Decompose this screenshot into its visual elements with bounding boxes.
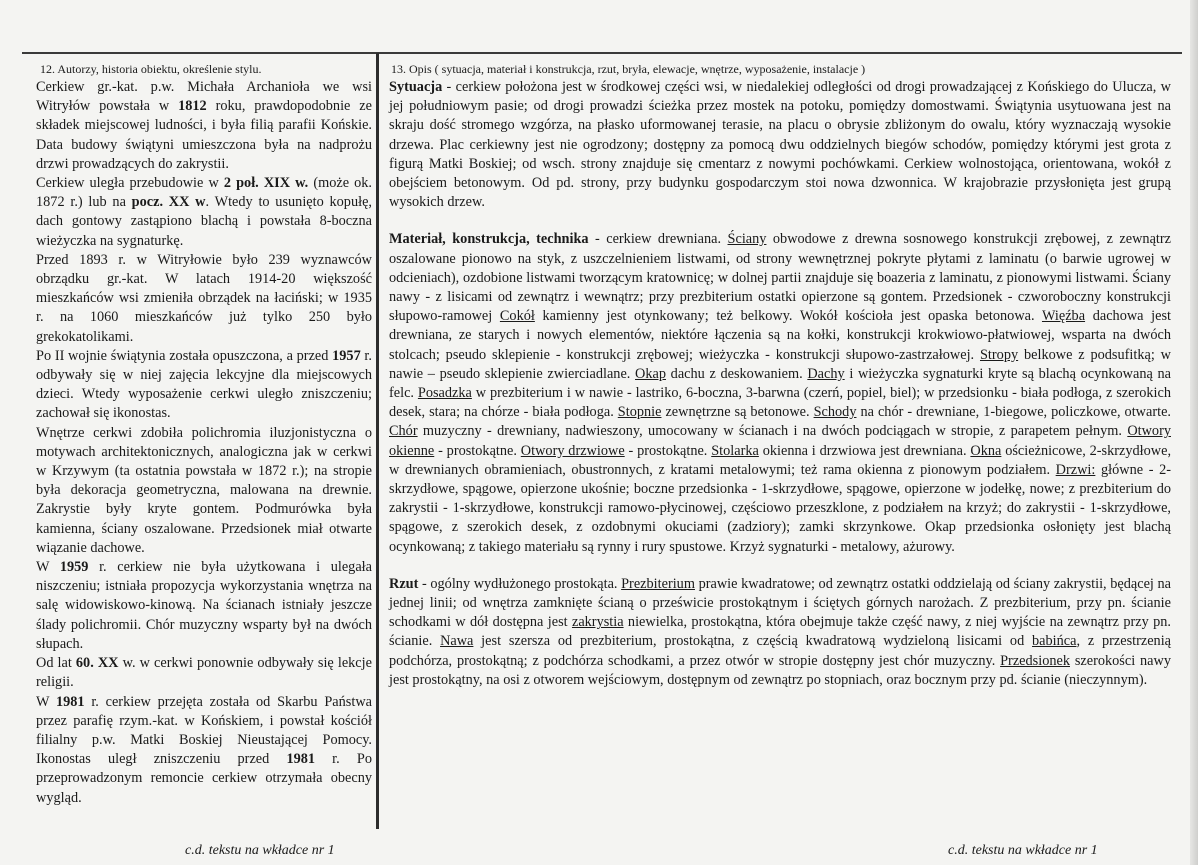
- text-run: (może ok. 1872 r.) lub na: [36, 175, 372, 211]
- underlined-term: Otwory drzwiowe: [520, 442, 625, 459]
- text-run: - prostokątne.: [624, 442, 712, 459]
- bold-text-run: 1959: [59, 559, 89, 576]
- text-run: Cerkiew gr.-kat. p.w. Michała Archanioła we wsi Witryłów powstała w: [36, 79, 372, 115]
- text-run: na chór - drewniane, 1-biegowe, policzkowe, otwarte.: [856, 404, 1172, 421]
- text-run: zewnętrzne są betonowe.: [661, 404, 814, 421]
- bold-text-run: Sytuacja: [389, 79, 443, 95]
- underlined-term: Więźba: [1041, 308, 1086, 325]
- text-run: , z przestrzenią podchórza, prostokątną; z podchórza schodkami, a przez otwór w stropie dostępny jest chór muzyczny.: [389, 633, 1172, 669]
- text-run: r. cerkiew przejęta została od Skarbu Państwa przez parafię rzym.-kat. w Końskiem, i powstał kościół filialny p.w. Matki Boskiej Nieustającej Pomocy. Ikonostas uległ zniszczeniu przed: [36, 693, 372, 768]
- text-run: szerokości nawy jest prostokątny, na osi z otworem wejściowym, dostępnym od zewnątrz po stopniach, oraz bocznym przy pd. ścianie (nieczynnym).: [389, 652, 1171, 688]
- text-run: niewielka, prostokątna, która obejmuje także część nawy, z niej wyjście na zewnątrz przy pn. ścianie.: [389, 614, 1171, 650]
- history-paragraph: [36, 251, 372, 347]
- paragraph-gap: [389, 557, 1171, 575]
- underlined-term: Nawa: [440, 633, 474, 650]
- text-run: dachowa jest drewniana, ze starych i nowych elementów, niektóre łączenia są na kołki, konstrukcji krokwiowo-płatwiowej, wsparta na dwóch stolcach; pseudo sklepienie - konstrukcji zrębowej; wieżyczka - konstrukcji słupowo-zastrzałowej.: [389, 308, 1172, 363]
- text-run: r. Po przeprowadzonym remoncie cerkiew otrzymała obecny wygląd.: [36, 751, 372, 806]
- history-text-column: [36, 78, 372, 808]
- underlined-term: Stropy: [979, 346, 1019, 363]
- continuation-note-left: c.d. tekstu na wkładce nr 1: [185, 843, 335, 858]
- text-run: Przed 1893 r. w Witryłowie było 239 wyznawców obrządku gr.-kat. W latach 1914-20 większość mieszkańców wsi zmieniła obrządek na łaciński; w 1935 r. na 1060 mieszkańców już tylko 250 było grekokatolikami.: [36, 251, 372, 345]
- underlined-term: babińca: [1032, 633, 1077, 650]
- text-run: W: [36, 559, 60, 576]
- text-run: prawie kwadratowe; od zewnątrz ostatki oddzielają od ściany zakrystii, będącej na jednej linii; od wnętrza zamknięte ścianą o prześwicie prostokątnym i ściętych górnych narożach. Z prezbiterium, przy pn. ścianie schodkami w dół dostępna jest: [389, 575, 1171, 631]
- underlined-term: Schody: [813, 404, 857, 421]
- underlined-term: Ściany: [727, 231, 767, 248]
- underlined-term: Cokół: [499, 308, 535, 325]
- history-paragraph: [36, 347, 372, 424]
- underlined-term: Okna: [970, 442, 1002, 459]
- underlined-term: Dachy: [807, 365, 845, 382]
- description-section: [389, 230, 1171, 556]
- text-run: Po II wojnie świątynia została opuszczona, a przed: [36, 347, 333, 364]
- text-run: główne - 2-skrzydłowe, spągowe, opierzone ukośnie; boczne przedsionka - 1-skrzydłowe, spągowe, opierzone w jodełkę, nowe; z prezbiterium do zakrystii - 1-skrzydłowe, konstrukcji ramowo-płycinowej, częściowo przeszklone, z podziałem na krzyż; do zakrystii - 1-skrzydłowe, spągowe, z szerokich desek, z ozdobnymi okuciami (zadziory); zamki skrzynkowe. Okap przedsionka osłonięty jest blachą ocynkowaną; z takiego materiału są rynny i rury spustowe. Krzyż sygnaturki - metalowy, ażurowy.: [389, 461, 1171, 555]
- text-run: r. cerkiew nie była użytkowana i ulegała niszczeniu; istniała propozycja wykorzystania wnętrza na salę widowiskowo-kinową. Na ścianach istniały jeszcze ślady polichromii. Chór muzyczny wsparty był na dwóch słupach.: [36, 559, 372, 652]
- history-paragraph: [36, 558, 372, 654]
- text-run: W: [36, 693, 56, 710]
- bold-text-run: 2 poł. XIX w.: [223, 175, 309, 192]
- underlined-term: zakrystia: [571, 614, 624, 631]
- text-run: . Wtedy to usunięto kopułę, dach gontowy zastąpiono blachą i powstała 8-boczna wieżyczka na sygnaturkę.: [36, 194, 372, 249]
- underlined-term: Stolarka: [711, 442, 759, 459]
- text-run: belkowe z podsufitką; w nawie – pseudo sklepienie zwierciadlane.: [389, 346, 1171, 382]
- underlined-term: Drzwi:: [1055, 461, 1096, 478]
- underlined-term: Okap: [635, 365, 666, 382]
- text-run: - ogólny wydłużonego prostokąta.: [418, 575, 622, 592]
- text-run: jest szersza od prezbiterium, prostokątna, z częścią kwadratową wydzieloną lisicami od: [473, 633, 1033, 650]
- bold-text-run: 1981: [55, 693, 85, 710]
- text-run: dachu z deskowaniem.: [666, 365, 808, 382]
- description-text-column: [389, 78, 1171, 690]
- text-run: - cerkiew drewniana.: [588, 231, 728, 248]
- underlined-term: Stopnie: [617, 404, 662, 421]
- text-run: - prostokątne.: [434, 442, 521, 459]
- underlined-term: Otwory okienne: [389, 423, 1171, 459]
- page-edge-shadow: [1190, 0, 1198, 865]
- continuation-note-right: c.d. tekstu na wkładce nr 1: [948, 843, 1098, 858]
- underlined-term: Chór: [389, 423, 418, 440]
- history-paragraph: [36, 174, 372, 251]
- history-paragraph: [36, 654, 372, 692]
- text-run: Cerkiew uległa przebudowie w: [36, 175, 224, 192]
- section-13-heading: 13. Opis ( sytuacja, materiał i konstrukcja, rzut, bryła, elewacje, wnętrze, wyposażenie, instalacje ): [391, 62, 866, 76]
- underlined-term: Posadzka: [417, 385, 472, 402]
- text-run: obwodowe z drewna sosnowego konstrukcji zrębowej, z zewnątrz oszalowane pionowo na styk, z uszczelnieniem listwami, od strony wewnętrznej pokryte płytami z laminatu (o barwie ugrowej w odcieniach), ozdobione listwami tworzącym kratownicę; w dolnej partii znajduje się boazeria z laminatu, z pionowymi listwami. Ściany nawy - z lisicami od zewnątrz i wewnątrz; przy prezbiterium ostatki opierzone są gontem. Przedsionek - czworoboczny konstrukcji słupowo-ramowej: [389, 231, 1172, 325]
- text-run: w. w cerkwi ponownie odbywały się lekcje religii.: [36, 655, 372, 691]
- top-rule: [22, 52, 1182, 54]
- bold-text-run: 1957: [332, 347, 361, 364]
- bold-text-run: 1981: [286, 751, 316, 768]
- description-section: [389, 78, 1171, 212]
- history-paragraph: [36, 424, 372, 558]
- history-paragraph: [36, 78, 372, 174]
- paragraph-gap: [389, 212, 1171, 230]
- text-run: i wieżyczka sygnaturki kryte są blachą ocynkowaną na felc.: [389, 365, 1171, 402]
- bold-text-run: 1812: [178, 98, 207, 115]
- description-section: [389, 575, 1171, 690]
- text-run: okienna i drzwiowa jest drewniana.: [758, 442, 971, 459]
- underlined-term: Przedsionek: [1000, 652, 1070, 669]
- column-divider: [376, 53, 379, 829]
- text-run: roku, prawdopodobnie ze składek miejscowej ludności, i była filią parafii Końskie. Data budowy świątyni umieszczona była na nadprożu drzwi prowadzących do zakrystii.: [36, 98, 372, 172]
- text-run: Wnętrze cerkwi zdobiła polichromia iluzjonistyczna o motywach architektonicznych, analogiczna jak w cerkwi w Krzywym (ta ostatnia powstała w 1872 r.); na stropie była dekoracja geometryczna, malowana na drewnie. Zakrystie były kryte gontem. Podmurówka była kamienna, ściany oszalowane. Przedsionek miał otwarte wiązanie dachowe.: [36, 424, 372, 556]
- bold-text-run: pocz. XX w: [131, 194, 206, 211]
- section-12-heading: 12. Autorzy, historia obiektu, określenie stylu.: [40, 62, 262, 76]
- text-run: kamienny jest otynkowany; też belkowy. Wokół kościoła jest opaska betonowa.: [534, 308, 1042, 325]
- text-run: muzyczny - drewniany, nadwieszony, umocowany w ścianach i na dwóch podciągach w stropie, z parapetem pełnym.: [417, 423, 1128, 440]
- text-run: ościeżnicowe, 2-skrzydłowe, w drewnianych obramieniach, obustronnych, z kratami metalowymi; też rama okienna z pionowym podziałem.: [389, 442, 1172, 478]
- underlined-term: Prezbiterium: [621, 575, 695, 592]
- bold-text-run: Rzut: [389, 575, 419, 592]
- bold-text-run: 60. XX: [75, 655, 119, 672]
- text-run: r. odbywały się w niej zajęcia lekcyjne dla miejscowych dzieci. Wtedy wyposażenie cerkwi uległo zniszczeniu; zachował się ikonostas.: [36, 347, 372, 422]
- history-paragraph: [36, 693, 372, 808]
- text-run: - cerkiew położona jest w środkowej części wsi, w niedalekiej odległości od drogi prowadzającej z Końskiego do Ulucza, w jej południowym pasie; od drogi prowadzi ścieżka przez mostek na potoku, pomiędzy domostwami. Świątynia usytuowana jest na skraju dość stromego wzgórza, na płasko uformowanej terasie, na placu o obrysie zbliżonym do owalu, który wyznaczają wysokie drzewa. Plac cerkiewny jest nie ogrodzony; dostępny za pomocą dwu oddzielnych biegów schodów, pomiędzy którymi jest grota z figurą Matki Boskiej; od wsch. strony znajduje się cmentarz z nowymi pochówkami. Cerkiew wolnostojąca, orientowana, wokół z obejściem betonowym. Od pd. strony, przy budynku gospodarczym stoi nowa dzwonnica. W krajobrazie przysłonięta jest grupą wysokich drzew.: [389, 79, 1171, 211]
- text-run: w prezbiterium i w nawie - lastriko, 6-boczna, 3-barwna (czerń, popiel, biel); w przedsionku - biała podłoga, z szerokich desek, stara; na chórze - biała podłoga.: [389, 385, 1171, 421]
- text-run: Od lat: [36, 655, 76, 672]
- bold-text-run: Materiał, konstrukcja, technika: [389, 231, 589, 248]
